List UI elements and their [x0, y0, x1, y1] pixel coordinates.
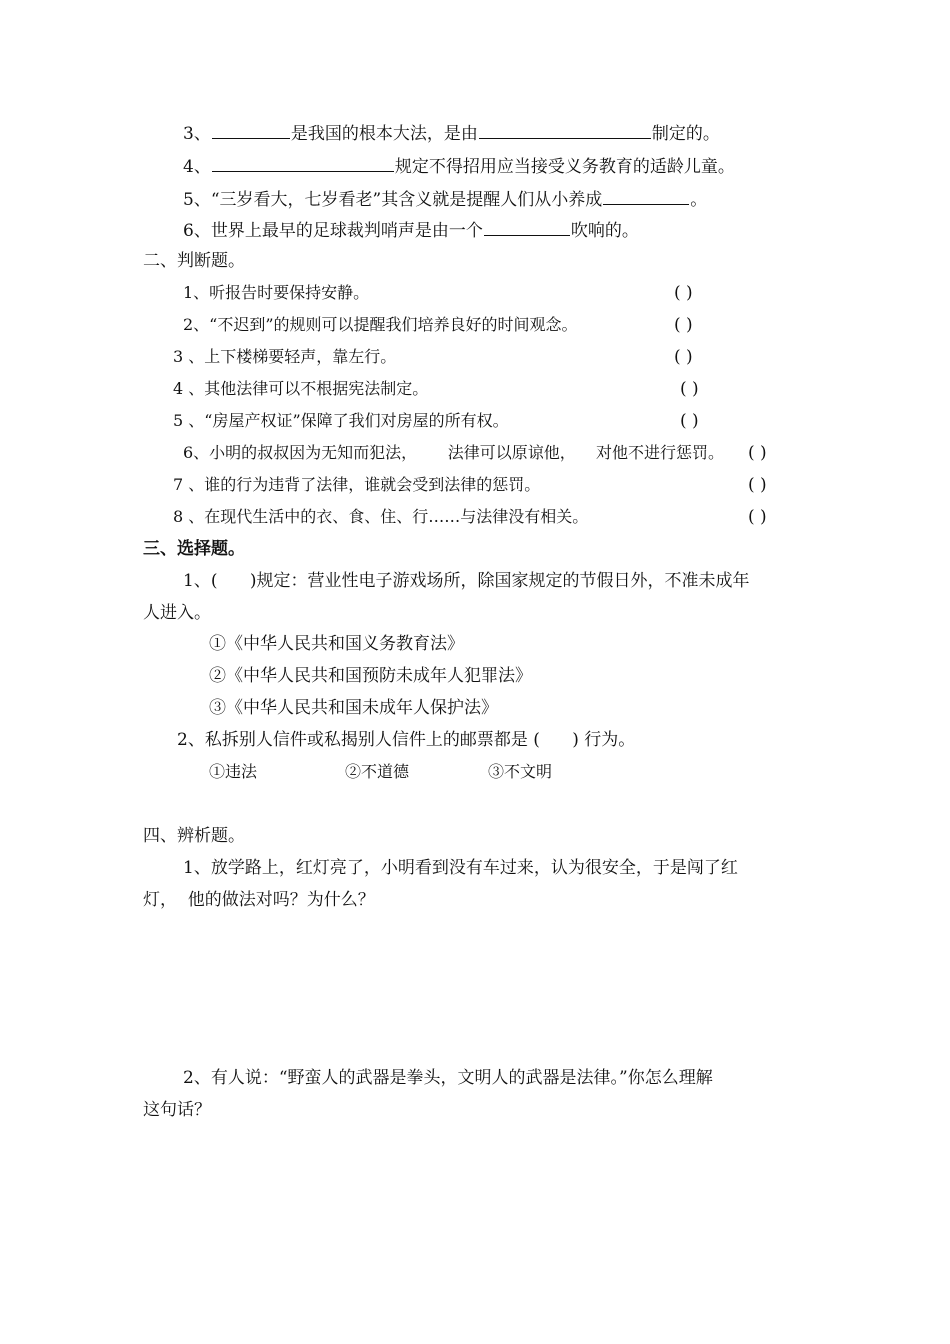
answer-blank[interactable] — [603, 186, 689, 205]
choice-option[interactable]: ③《中华人民共和国未成年人保护法》 — [209, 698, 498, 718]
answer-blank[interactable] — [212, 153, 394, 172]
analysis-question-2-cont: 这句话？ — [143, 1100, 211, 1120]
choice-option[interactable]: ②不道德 — [345, 762, 410, 781]
judge-item-8: 8 、在现代生活中的衣、食、住、行……与法律没有相关。 — [173, 507, 589, 526]
choice-question-1: 1、( )规定：营业性电子游戏场所，除国家规定的节假日外，不准未成年 — [183, 571, 750, 591]
fill-question-4: 4、 规定不得招用应当接受义务教育的适龄儿童。 — [183, 153, 735, 179]
choice-option[interactable]: ①违法 — [209, 762, 258, 781]
choice-question-1-cont: 人进入。 — [143, 603, 211, 623]
choice-question-2: 2、私拆别人信件或私揭别人信件上的邮票都是 ( ) 行为。 — [177, 730, 636, 750]
answer-paren[interactable]: ( ) — [748, 507, 767, 527]
answer-paren[interactable]: ( ) — [680, 379, 699, 399]
answer-paren[interactable]: ( ) — [674, 283, 693, 303]
answer-paren[interactable]: ( ) — [674, 315, 693, 335]
judge-item-6: 6、小明的叔叔因为无知而犯法， 法律可以原谅他， 对他不进行惩罚。 — [183, 443, 725, 462]
answer-blank[interactable] — [484, 217, 570, 236]
answer-paren[interactable]: ( ) — [748, 443, 767, 463]
judge-item-5: 5 、“房屋产权证”保障了我们对房屋的所有权。 — [173, 411, 509, 430]
fill-question-5: 5、“三岁看大，七岁看老”其含义就是提醒人们从小养成 。 — [183, 186, 707, 212]
judge-item-3: 3 、上下楼梯要轻声，靠左行。 — [173, 347, 397, 366]
judge-item-7: 7 、谁的行为违背了法律，谁就会受到法律的惩罚。 — [173, 475, 541, 494]
answer-paren[interactable]: ( ) — [748, 475, 767, 495]
section-title-choice: 三、选择题。 — [143, 539, 245, 559]
judge-item-4: 4 、其他法律可以不根据宪法制定。 — [173, 379, 429, 398]
analysis-question-1-cont: 灯， 他的做法对吗？为什么？ — [143, 890, 375, 910]
fill-question-3: 3、 是我国的根本大法，是由 制定的。 — [183, 120, 720, 146]
fill-question-6: 6、世界上最早的足球裁判哨声是由一个 吹响的。 — [183, 217, 639, 243]
analysis-question-1: 1、放学路上，红灯亮了，小明看到没有车过来，认为很安全，于是闯了红 — [183, 858, 738, 878]
analysis-question-2: 2、有人说：“野蛮人的武器是拳头，文明人的武器是法律。”你怎么理解 — [183, 1068, 713, 1088]
answer-blank[interactable] — [212, 120, 290, 139]
judge-item-1: 1、听报告时要保持安静。 — [183, 283, 370, 302]
answer-paren[interactable]: ( ) — [680, 411, 699, 431]
section-title-judge: 二、判断题。 — [143, 251, 245, 271]
choice-option[interactable]: ②《中华人民共和国预防未成年人犯罪法》 — [209, 666, 532, 686]
answer-paren[interactable]: ( ) — [674, 347, 693, 367]
judge-item-2: 2、“不迟到”的规则可以提醒我们培养良好的时间观念。 — [183, 315, 578, 334]
section-title-analysis: 四、辨析题。 — [143, 826, 245, 846]
answer-blank[interactable] — [479, 120, 651, 139]
choice-option[interactable]: ①《中华人民共和国义务教育法》 — [209, 634, 464, 654]
choice-option[interactable]: ③不文明 — [488, 762, 553, 781]
